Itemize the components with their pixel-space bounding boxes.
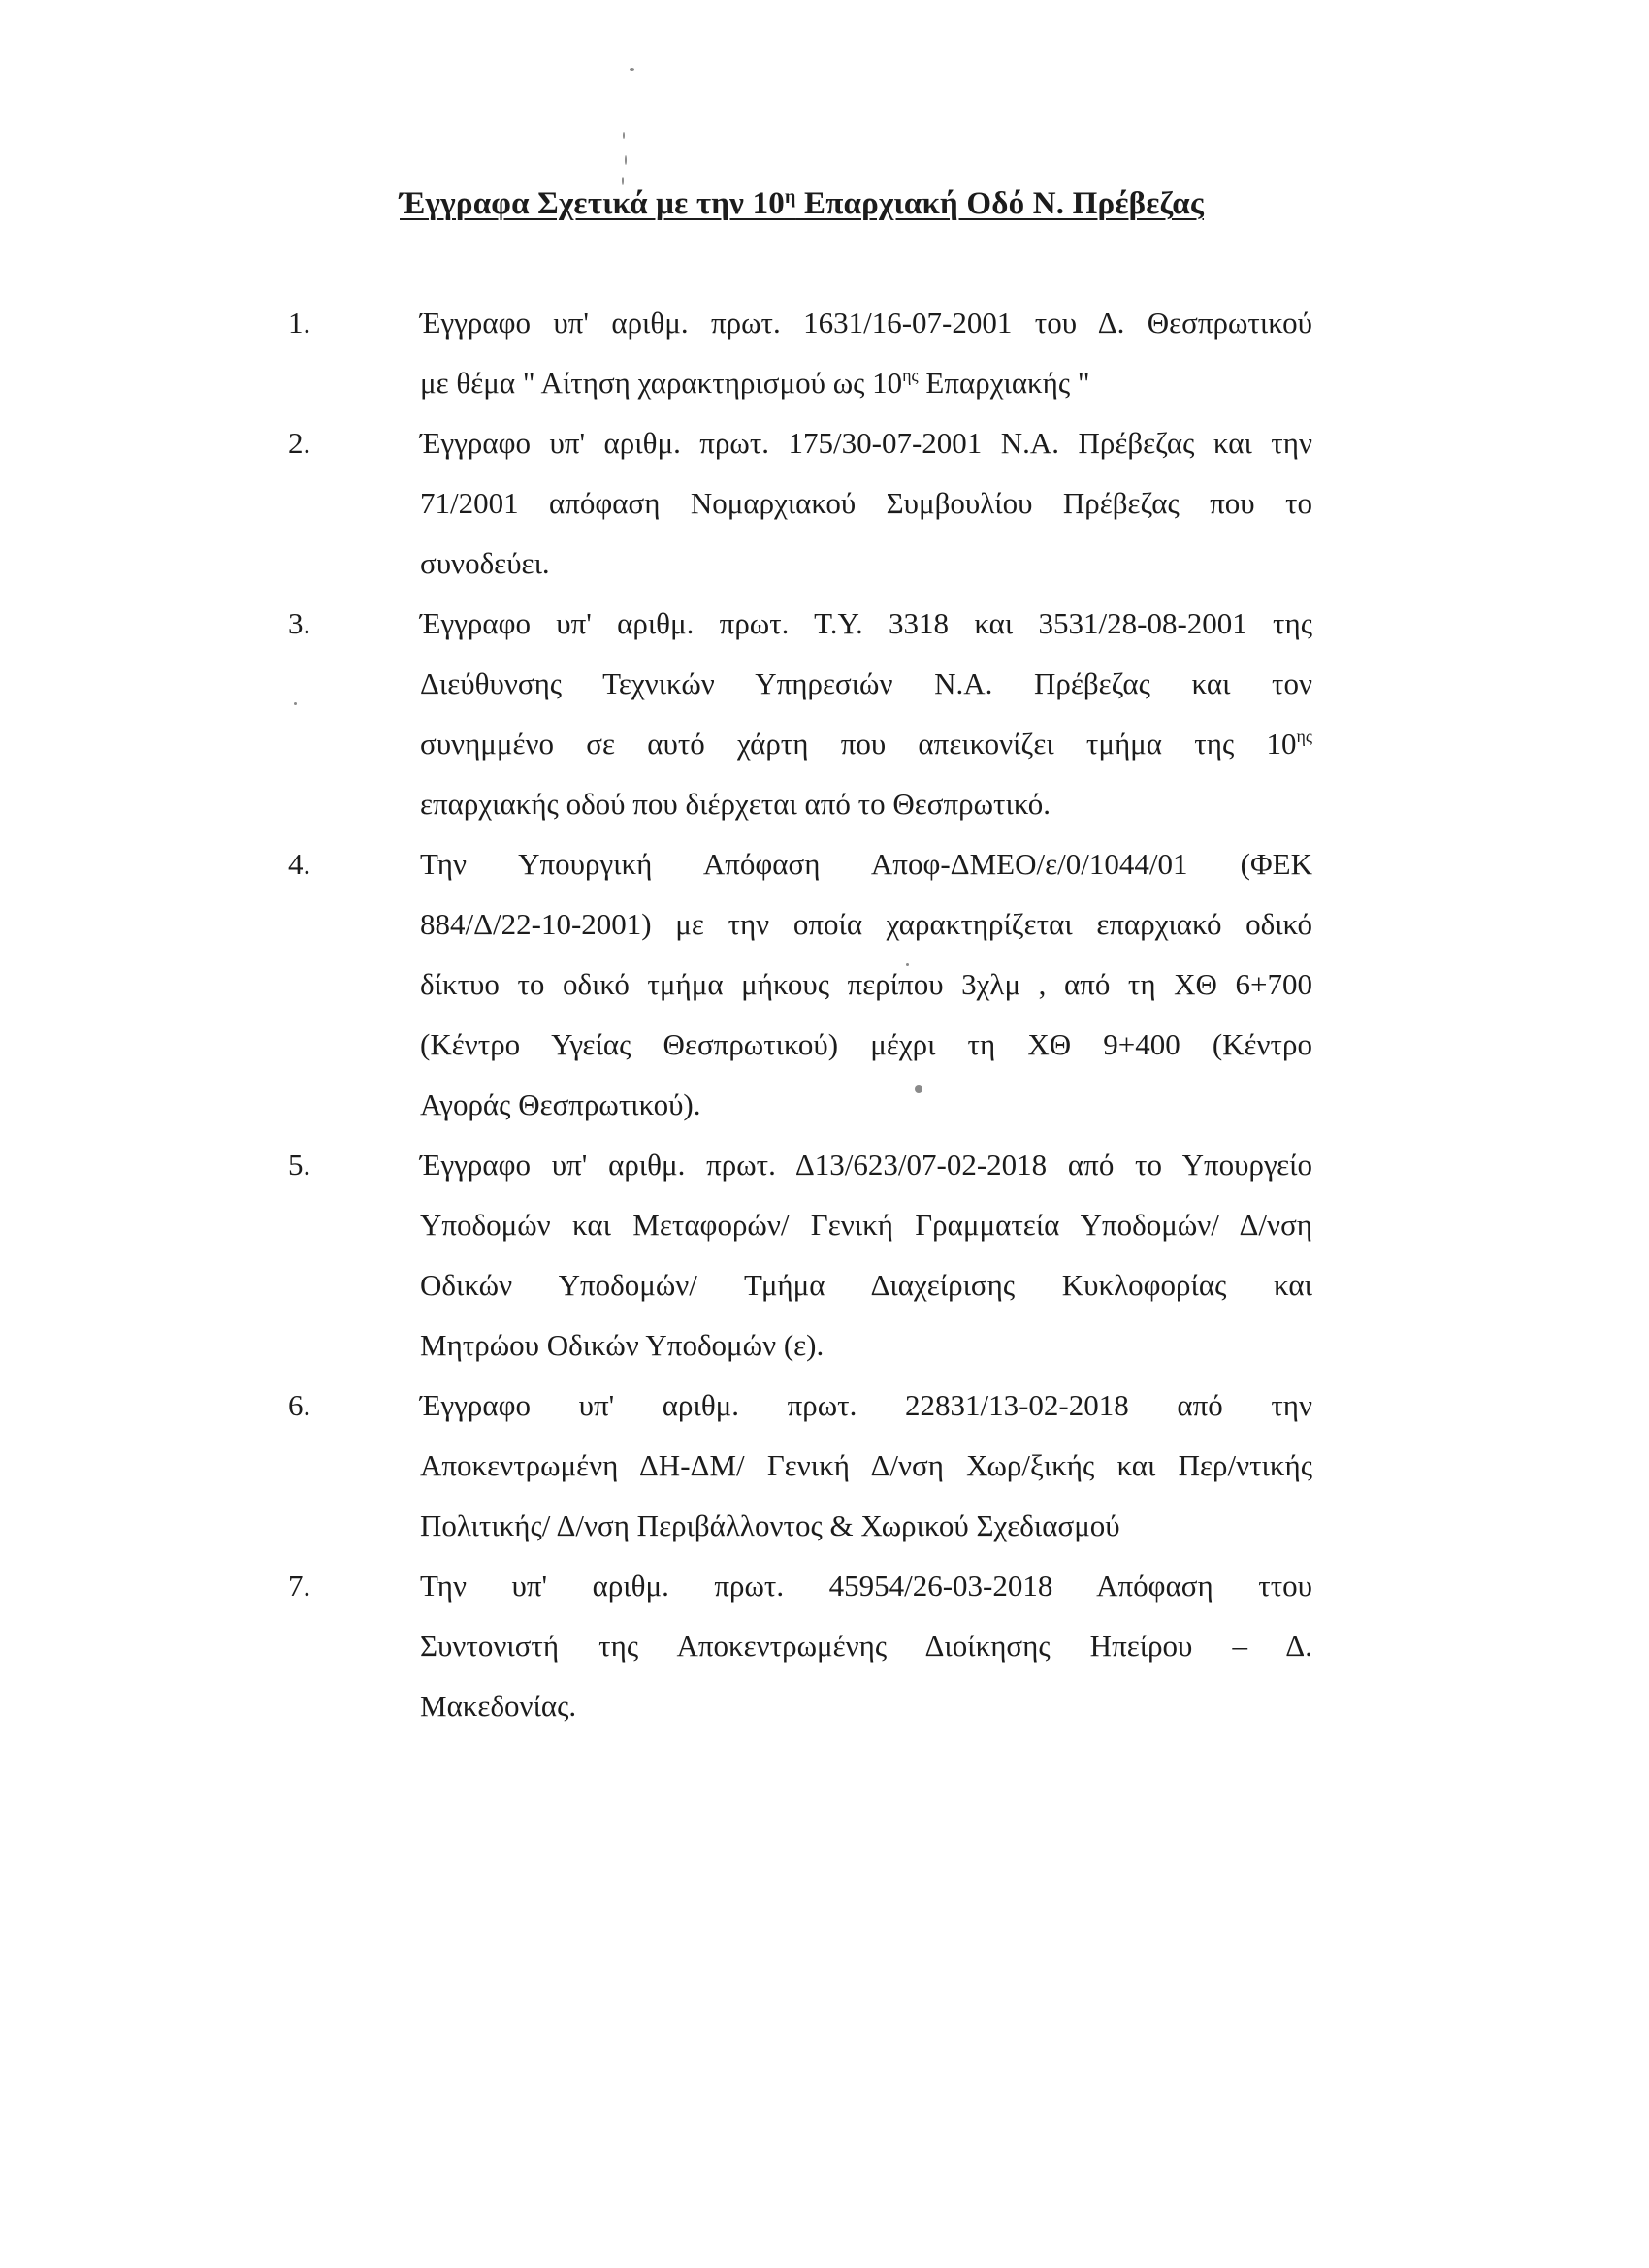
item-text bbox=[420, 293, 1312, 413]
item-line: Την υπ' αριθμ. πρωτ. 45954/26-03-2018 Απόφαση ττου bbox=[420, 1569, 1312, 1603]
item-line: 71/2001 απόφαση Νομαρχιακού Συμβουλίου Πρέβεζας που το bbox=[420, 486, 1312, 520]
item-number: 4. bbox=[288, 847, 311, 881]
ordinal-superscript: ης bbox=[1296, 727, 1312, 746]
ordinal-superscript: ης bbox=[902, 366, 919, 385]
item-line: Έγγραφο υπ' αριθμ. πρωτ. 22831/13-02-2018 από την bbox=[420, 1388, 1312, 1422]
item-text bbox=[420, 1376, 1312, 1556]
line-text: με θέμα " Αίτηση χαρακτηρισμού ως 10 bbox=[420, 366, 903, 400]
scan-speck bbox=[625, 155, 627, 165]
line-text: συνημμένο σε αυτό χάρτη που απεικονίζει τμήμα της 10 bbox=[420, 727, 1297, 761]
item-number: 1. bbox=[288, 306, 311, 340]
item-text bbox=[420, 834, 1312, 1135]
document-title bbox=[400, 186, 1204, 222]
item-line: Την Υπουργική Απόφαση Αποφ-ΔΜΕΟ/ε/0/1044/01 (ΦΕΚ bbox=[420, 847, 1312, 881]
list-item bbox=[0, 1135, 1649, 1376]
title-suffix: Επαρχιακή Οδό Ν. Πρέβεζας bbox=[795, 186, 1205, 221]
item-number: 7. bbox=[288, 1569, 311, 1603]
item-line: Έγγραφο υπ' αριθμ. πρωτ. 1631/16-07-2001 του Δ. Θεσπρωτικού bbox=[420, 306, 1312, 340]
list-item bbox=[0, 1376, 1649, 1556]
item-line bbox=[420, 714, 1312, 774]
item-line: Έγγραφο υπ' αριθμ. πρωτ. 175/30-07-2001 Ν.Α. Πρέβεζας και την bbox=[420, 426, 1312, 460]
item-line: Συντονιστή της Αποκεντρωμένης Διοίκησης Ηπείρου – Δ. bbox=[420, 1629, 1312, 1663]
list-item bbox=[0, 1556, 1649, 1736]
line-text: Επαρχιακής " bbox=[918, 366, 1090, 400]
item-line: (Κέντρο Υγείας Θεσπρωτικού) μέχρι τη ΧΘ 9+400 (Κέντρο bbox=[420, 1027, 1312, 1061]
item-line: 884/Δ/22-10-2001) με την οποία χαρακτηρίζεται επαρχιακό οδικό bbox=[420, 907, 1312, 941]
list-item bbox=[0, 413, 1649, 594]
document-list bbox=[0, 293, 1649, 1736]
item-text bbox=[420, 1556, 1312, 1736]
item-line bbox=[420, 353, 1312, 413]
scan-speck bbox=[622, 177, 624, 185]
item-line: Αγοράς Θεσπρωτικού). bbox=[420, 1087, 701, 1121]
scan-speck bbox=[623, 132, 625, 139]
item-text bbox=[420, 413, 1312, 594]
item-line: επαρχιακής οδού που διέρχεται από το Θεσπρωτικό. bbox=[420, 787, 1051, 821]
title-prefix: Έγγραφα Σχετικά με την 10 bbox=[400, 186, 785, 221]
item-line: Μακεδονίας. bbox=[420, 1689, 577, 1723]
item-line: Αποκεντρωμένη ΔΗ-ΔΜ/ Γενική Δ/νση Χωρ/ξικής και Περ/ντικής bbox=[420, 1448, 1312, 1482]
item-line: Έγγραφο υπ' αριθμ. πρωτ. Δ13/623/07-02-2018 από το Υπουργείο bbox=[420, 1148, 1312, 1182]
list-item bbox=[0, 293, 1649, 413]
list-item bbox=[0, 594, 1649, 834]
item-text bbox=[420, 594, 1312, 834]
item-number: 3. bbox=[288, 606, 311, 640]
item-number: 5. bbox=[288, 1148, 311, 1182]
item-line: Πολιτικής/ Δ/νση Περιβάλλοντος & Χωρικού Σχεδιασμού bbox=[420, 1508, 1120, 1542]
item-text bbox=[420, 1135, 1312, 1376]
item-number: 2. bbox=[288, 426, 311, 460]
item-line: Έγγραφο υπ' αριθμ. πρωτ. Τ.Υ. 3318 και 3531/28-08-2001 της bbox=[420, 606, 1312, 640]
item-line: Διεύθυνσης Τεχνικών Υπηρεσιών Ν.Α. Πρέβεζας και τον bbox=[420, 666, 1312, 700]
scan-speck bbox=[630, 68, 634, 71]
item-line: Μητρώου Οδικών Υποδομών (ε). bbox=[420, 1328, 824, 1362]
item-number: 6. bbox=[288, 1388, 311, 1422]
list-item bbox=[0, 834, 1649, 1135]
title-superscript: η bbox=[784, 186, 796, 208]
item-line: δίκτυο το οδικό τμήμα μήκους περίπου 3χλμ , από τη ΧΘ 6+700 bbox=[420, 967, 1312, 1001]
item-line: Υποδομών και Μεταφορών/ Γενική Γραμματεία Υποδομών/ Δ/νση bbox=[420, 1208, 1312, 1242]
item-line: Οδικών Υποδομών/ Τμήμα Διαχείρισης Κυκλοφορίας και bbox=[420, 1268, 1312, 1302]
item-line: συνοδεύει. bbox=[420, 546, 550, 580]
